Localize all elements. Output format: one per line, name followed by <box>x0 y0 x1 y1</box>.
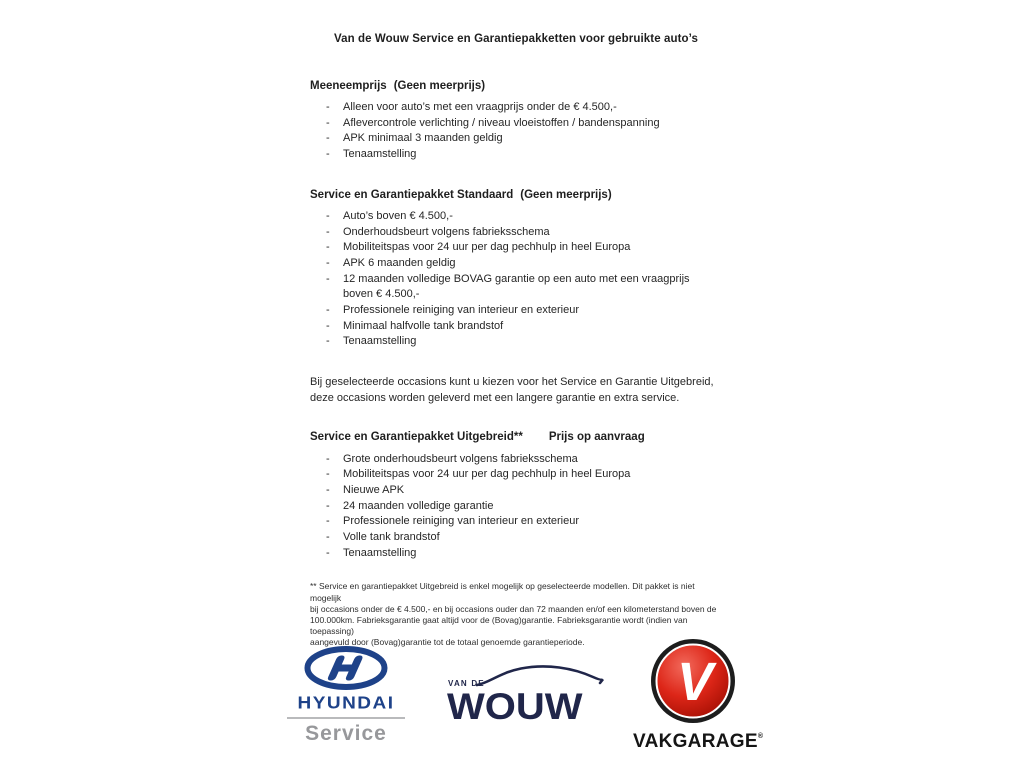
bullet-dash: - <box>326 148 330 161</box>
list-item <box>310 256 722 272</box>
bullet-dash: - <box>326 116 330 129</box>
list-item-text: Mobiliteitspas voor 24 uur per dag pechhulp in heel Europa <box>343 468 631 481</box>
list-item-text: Professionele reiniging van interieur en exterieur <box>343 515 580 528</box>
list-item-text: Grote onderhoudsbeurt volgens fabrieksschema <box>343 452 578 465</box>
bullet-dash: - <box>326 319 330 332</box>
bullet-dash: - <box>326 209 330 222</box>
list-item <box>310 303 722 319</box>
footnote-line: 100.000km. Fabrieksgarantie gaat altijd voor de (Bovag)garantie. Fabrieksgarantie wordt (indien van toepassing) <box>310 615 688 637</box>
van-de-label: VAN DE <box>448 679 485 688</box>
document-content <box>310 33 722 649</box>
list-item-text: Nieuwe APK <box>343 483 405 496</box>
list-item-text: 12 maanden volledige BOVAG garantie op een auto met een vraagprijs boven € 4.500,- <box>343 272 690 301</box>
bullet-list-meeneemprijs <box>310 100 722 163</box>
hyundai-oval-icon <box>304 646 388 690</box>
list-item-text: APK 6 maanden geldig <box>343 256 456 269</box>
footnote-line: ** Service en garantiepakket Uitgebreid is enkel mogelijk op geselecteerde modellen. Dit pakket is niet mogelijk <box>310 581 695 603</box>
intro-paragraph-line: deze occasions worden geleverd met een langere garantie en extra service. <box>310 392 680 405</box>
vakgarage-v-icon <box>649 638 737 724</box>
bullet-dash: - <box>326 132 330 145</box>
bullet-dash: - <box>326 335 330 348</box>
list-item-text: 24 maanden volledige garantie <box>343 499 494 512</box>
bullet-dash: - <box>326 225 330 238</box>
svg-text:V: V <box>676 652 714 712</box>
bullet-dash: - <box>326 256 330 269</box>
list-item <box>310 225 722 241</box>
bullet-dash: - <box>326 483 330 496</box>
section-heading-text: Service en Garantiepakket Standaard <box>310 188 514 201</box>
list-item-text: APK minimaal 3 maanden geldig <box>343 132 503 145</box>
bullet-list-uitgebreid <box>310 452 722 562</box>
list-item <box>310 452 722 468</box>
intro-paragraph-line: Bij geselecteerde occasions kunt u kiezen voor het Service en Garantie Uitgebreid, <box>310 376 714 389</box>
hyundai-wordmark: HYUNDAI <box>297 693 395 714</box>
list-item <box>310 546 722 562</box>
bullet-dash: - <box>326 531 330 544</box>
car-silhouette-icon <box>475 663 607 689</box>
footnote-line: bij occasions onder de € 4.500,- en bij occasions ouder dan 72 maanden en/of een kilometerstand boven de <box>310 603 717 614</box>
registered-mark: ® <box>757 733 764 740</box>
page-title: Van de Wouw Service en Garantiepakketten voor gebruikte auto’s <box>333 33 699 45</box>
list-item <box>310 209 722 225</box>
list-item <box>310 147 722 163</box>
list-item <box>310 499 722 515</box>
section-heading-uitgebreid <box>310 431 722 443</box>
bullet-dash: - <box>326 515 330 528</box>
footnote-line: aangevuld door (Bovag)garantie tot de totaal genoemde garantieperiode. <box>310 637 585 648</box>
vakgarage-wordmark-text: VAKGARAGE <box>633 731 758 752</box>
list-item <box>310 272 722 303</box>
vakgarage-logo <box>633 638 764 753</box>
wouw-wordmark: WOUW <box>447 687 583 728</box>
price-on-request-label: Prijs op aanvraag <box>548 430 645 443</box>
list-item <box>310 483 722 499</box>
list-item-text: Tenaamstelling <box>343 335 417 348</box>
list-item-text: Onderhoudsbeurt volgens fabrieksschema <box>343 225 550 238</box>
hyundai-service-label: Service <box>305 722 387 745</box>
bullet-list-standaard <box>310 209 722 350</box>
list-item-text: Mobiliteitspas voor 24 uur per dag pechhulp in heel Europa <box>343 241 631 254</box>
bullet-dash: - <box>326 272 330 285</box>
list-item-text: Alleen voor auto’s met een vraagprijs onder de € 4.500,- <box>343 101 617 113</box>
list-item <box>310 319 722 335</box>
list-item-text: Volle tank brandstof <box>343 531 440 544</box>
list-item <box>310 131 722 147</box>
list-item-text: Auto’s boven € 4.500,- <box>343 209 453 222</box>
list-item <box>310 530 722 546</box>
bullet-dash: - <box>326 101 330 113</box>
list-item <box>310 240 722 256</box>
hyundai-divider-line <box>287 717 405 719</box>
section-heading-text: Meeneemprijs <box>310 80 387 92</box>
list-item <box>310 100 722 116</box>
bullet-dash: - <box>326 241 330 254</box>
section-heading-meeneemprijs <box>310 80 722 92</box>
hyundai-service-logo <box>287 646 405 746</box>
list-item <box>310 116 722 132</box>
list-item <box>310 334 722 350</box>
list-item <box>310 467 722 483</box>
list-item-text: Minimaal halfvolle tank brandstof <box>343 319 504 332</box>
list-item-text: Aflevercontrole verlichting / niveau vloeistoffen / bandenspanning <box>343 116 660 129</box>
section-heading-text: Service en Garantiepakket Uitgebreid** <box>310 430 523 443</box>
list-item-text: Tenaamstelling <box>343 148 417 161</box>
section-heading-suffix: (Geen meerprijs) <box>393 80 486 92</box>
list-item-text: Professionele reiniging van interieur en exterieur <box>343 304 580 317</box>
vakgarage-wordmark <box>633 731 764 753</box>
list-item <box>310 514 722 530</box>
bullet-dash: - <box>326 304 330 317</box>
section-heading-standaard <box>310 189 722 201</box>
bullet-dash: - <box>326 468 330 481</box>
intro-paragraph <box>310 374 722 406</box>
bullet-dash: - <box>326 452 330 465</box>
list-item-text: Tenaamstelling <box>343 546 417 559</box>
bullet-dash: - <box>326 546 330 559</box>
section-heading-suffix: (Geen meerprijs) <box>520 188 612 201</box>
bullet-dash: - <box>326 499 330 512</box>
